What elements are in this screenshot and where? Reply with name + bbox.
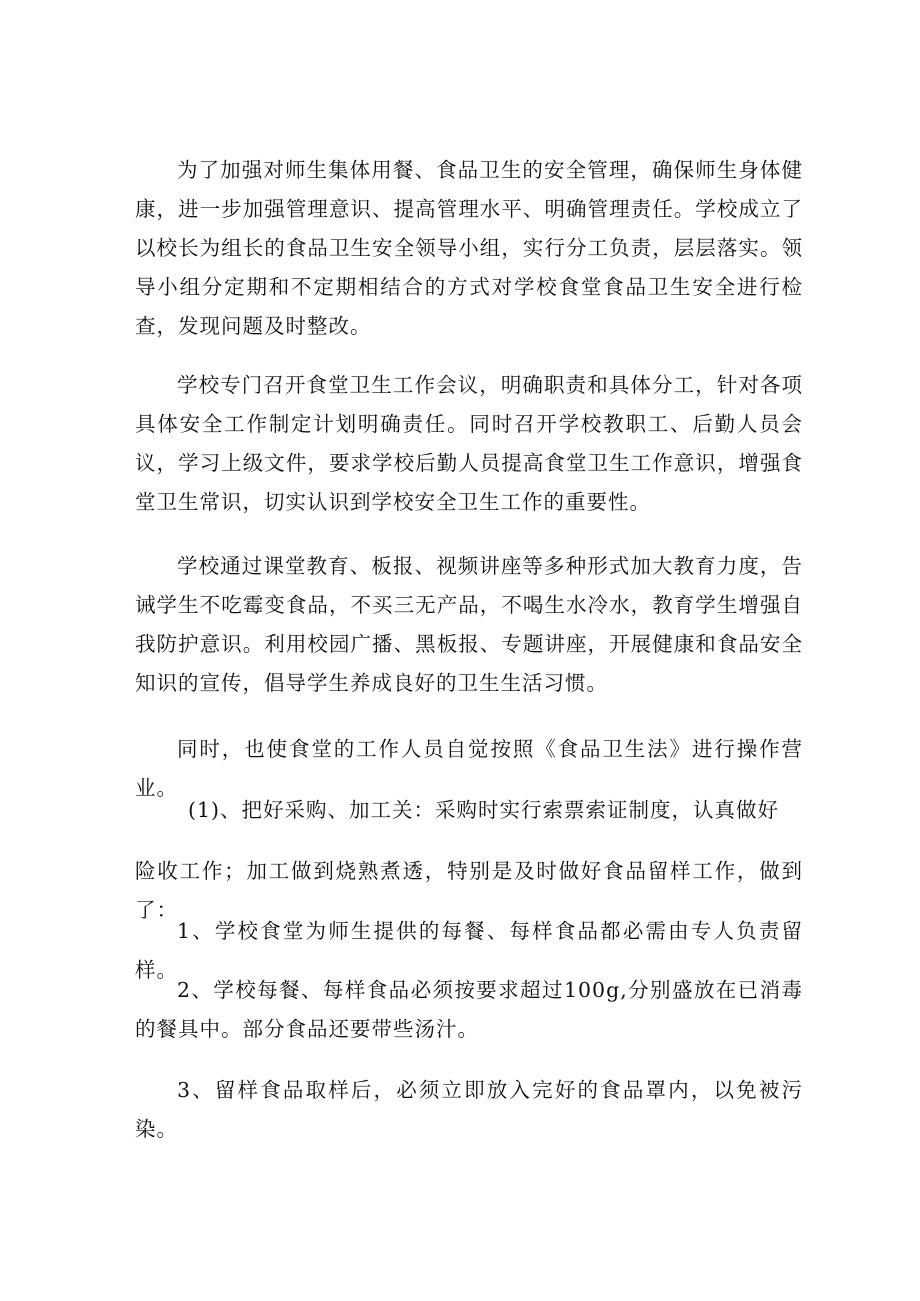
paragraph-procurement: (1)、把好采购、加工关：采购时实行索票索证制度，认真做好 <box>188 798 780 822</box>
list-item-3: 3、留样食品取样后，必须立即放入完好的食品罩内，以免被污染。 <box>135 1078 803 1141</box>
paragraph-meeting: 学校专门召开食堂卫生工作会议，明确职责和具体分工，针对各项具体安全工作制定计划明确责任。同时召开学校教职工、后勤人员会议，学习上级文件，要求学校后勤人员提高食堂卫生工作意识，增强食堂卫生常识，切实认识到学校安全卫生工作的重要性。 <box>135 373 803 514</box>
paragraph-intro: 为了加强对师生集体用餐、食品卫生的安全管理，确保师生身体健康，进一步加强管理意识、提高管理水平、明确管理责任。学校成立了以校长为组长的食品卫生安全领导小组，实行分工负责，层层落实。领导小组分定期和不定期相结合的方式对学校食堂食品卫生安全进行检查，发现问题及时整改。 <box>135 158 803 338</box>
list-item-2: 2、学校每餐、每样食品必须按要求超过100g,分别盛放在已消毒的餐具中。部分食品还要带些汤汁。 <box>135 978 803 1041</box>
paragraph-staff: 同时，也使食堂的工作人员自觉按照《食品卫生法》进行操作营业。 <box>135 737 803 800</box>
paragraph-acceptance: 险收工作；加工做到烧熟煮透，特别是及时做好食品留样工作，做到了： <box>135 859 803 922</box>
list-item-1: 1、学校食堂为师生提供的每餐、每样食品都必需由专人负责留样。 <box>135 919 803 982</box>
paragraph-education: 学校通过课堂教育、板报、视频讲座等多种形式加大教育力度，告诫学生不吃霉变食品，不买三无产品，不喝生水冷水，教育学生增强自我防护意识。利用校园广播、黑板报、专题讲座，开展健康和食品安全知识的宣传，倡导学生养成良好的卫生生活习惯。 <box>135 554 803 695</box>
